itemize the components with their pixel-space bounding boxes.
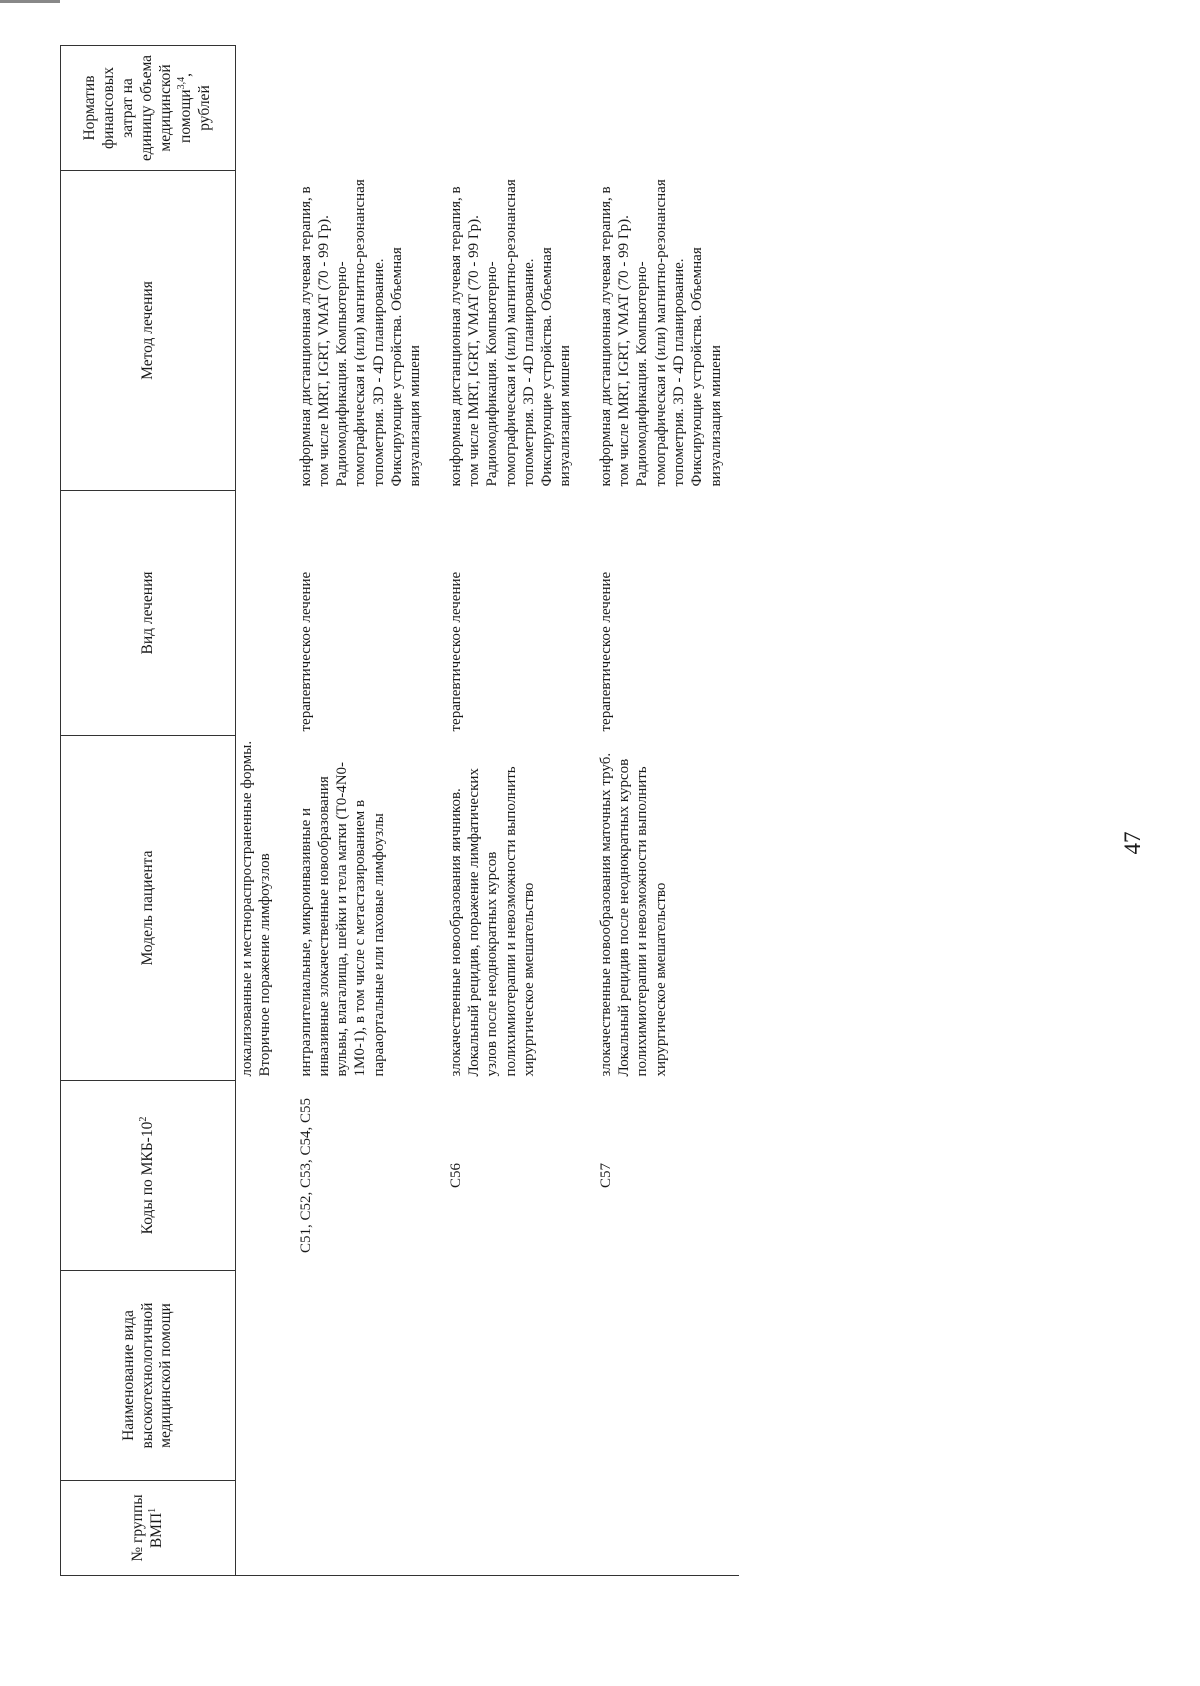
- cell-treatment-method: конформная дистанционная лучевая терапия, в том числе IMRT, IGRT, VMAT (70 - 99 Гр). Радиомодификация. Компьютерно-томографическая и (или) магнитно-резонансная топометрия. 3D - 4D планирование. Фиксирующие устройства. Объемная визуализация мишени: [447, 179, 574, 487]
- scan-edge-mark: [0, 0, 60, 3]
- header-cost-norm-text: Норматив финансовых затрат на единицу объема медицинской помощи: [81, 54, 194, 162]
- cell-group-number: [289, 1481, 439, 1576]
- cell-treatment-method: конформная дистанционная лучевая терапия, в том числе IMRT, IGRT, VMAT (70 - 99 Гр). Радиомодификация. Компьютерно-томографическая и (или) магнитно-резонансная топометрия. 3D - 4D планирование. Фиксирующие устройства. Объемная визуализация мишени: [297, 179, 424, 487]
- cell-icd-codes: [236, 1081, 289, 1271]
- cell-patient-model: злокачественные новообразования маточных труб. Локальный рецидив после неоднократных курсов полихимиотерапии и невозможности выполнить хирургическое вмешательство: [597, 752, 669, 1077]
- table-row: [589, 46, 739, 1576]
- cell-icd-codes: C56: [447, 1163, 464, 1189]
- cell-vmp-name: [439, 1271, 589, 1481]
- page-number: 47: [1120, 831, 1145, 855]
- cell-patient-model: злокачественные новообразования яичников. Локальный рецидив, поражение лимфатических узлов после неоднократных курсов полихимиотерапии и невозможности выполнить хирургическое вмешательство: [447, 766, 537, 1077]
- cell-treatment-method: конформная дистанционная лучевая терапия, в том числе IMRT, IGRT, VMAT (70 - 99 Гр). Радиомодификация. Компьютерно-томографическая и (или) магнитно-резонансная топометрия. 3D - 4D планирование. Фиксирующие устройства. Объемная визуализация мишени: [597, 179, 724, 487]
- cell-patient-model: интраэпителиальные, микроинвазивные и инвазивные злокачественные новообразования вульвы, влагалища, шейки и тела матки (T0-4N0-1M0-1), в том числе с метастазированием в парааортальные или паховые лимфоузлы: [297, 761, 387, 1077]
- header-group-number-text: № группы ВМП: [128, 1494, 166, 1562]
- table-row: [439, 46, 589, 1576]
- cell-icd-codes: C57: [597, 1163, 614, 1189]
- cell-treatment-type: терапевтическое лечение: [597, 571, 614, 732]
- cell-cost-norm: [439, 46, 589, 171]
- cell-vmp-name: [236, 1271, 289, 1481]
- header-treatment-type-text: Вид лечения: [138, 571, 156, 655]
- header-group-number: [61, 1481, 236, 1576]
- header-icd-codes-text: Коды по МКБ-10: [139, 1121, 157, 1235]
- header-cost-norm-footnote: 3,4: [175, 76, 187, 90]
- cell-group-number: [439, 1481, 589, 1576]
- cell-group-number: [236, 1481, 289, 1576]
- header-treatment-method-text: Метод лечения: [138, 281, 156, 380]
- header-patient-model-text: Модель пациента: [138, 850, 156, 966]
- table-row: [236, 46, 289, 1576]
- header-treatment-method: [61, 171, 236, 491]
- cell-cost-norm: [236, 46, 289, 171]
- cell-treatment-type: терапевтическое лечение: [447, 571, 464, 732]
- cell-vmp-name: [589, 1271, 739, 1481]
- vmp-table-wrapper: [60, 46, 739, 1576]
- cell-cost-norm: [589, 46, 739, 171]
- header-vmp-name-text: Наименование вида высокотехнологичной медицинской помощи: [119, 1302, 175, 1449]
- vmp-table: [60, 45, 739, 1576]
- header-row: [61, 46, 236, 1576]
- cell-vmp-name: [289, 1271, 439, 1481]
- header-icd-codes-footnote: 2: [137, 1116, 149, 1122]
- cell-treatment-type: терапевтическое лечение: [297, 571, 314, 732]
- cell-cost-norm: [289, 46, 439, 171]
- cell-treatment-method: [236, 171, 289, 491]
- header-group-number-footnote: 1: [147, 1507, 159, 1513]
- header-patient-model: [61, 736, 236, 1081]
- header-treatment-type: [61, 491, 236, 736]
- cell-patient-model: локализованные и местнораспространенные формы. Вторичное поражение лимфоузлов: [236, 736, 289, 1081]
- header-cost-norm: [61, 46, 236, 171]
- cell-icd-codes: C51, C52, C53, C54, C55: [297, 1097, 314, 1254]
- header-icd-codes: [61, 1081, 236, 1271]
- cell-treatment-type: [236, 491, 289, 736]
- header-vmp-name: [61, 1271, 236, 1481]
- table-body: [236, 46, 739, 1576]
- header-cost-norm-unit: , рублей: [176, 73, 213, 131]
- table-row: [289, 46, 439, 1576]
- table-header: [61, 46, 236, 1576]
- cell-group-number: [589, 1481, 739, 1576]
